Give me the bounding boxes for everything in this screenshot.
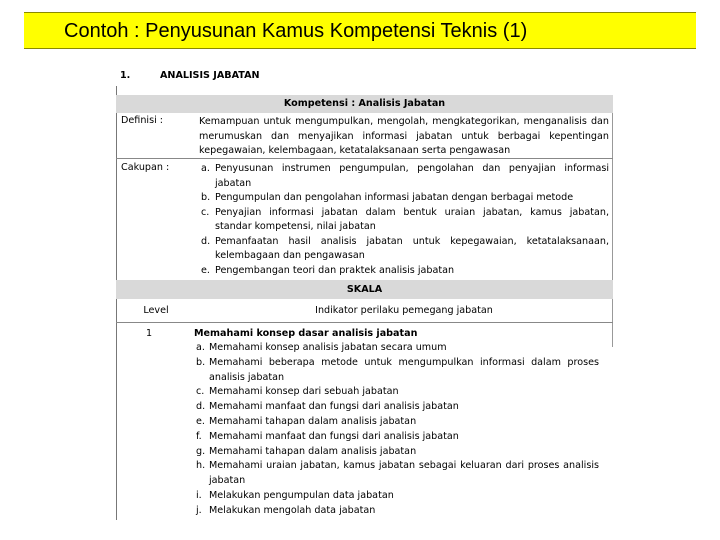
indicator-marker: a. [196, 342, 205, 353]
definition-text: Kemampuan untuk mengumpulkan, mengolah, mengkategorikan, menganalisis dan merumuskan dan menyajikan informasi jabatan untuk berbagai kepentingan kepegawaian, kelembagaan, ketatalaksanaan serta pengawasan [199, 116, 609, 156]
scale-table-header [116, 301, 613, 323]
competency-title-bar [116, 95, 613, 113]
indicator-item [194, 400, 599, 415]
indicator-item [194, 356, 599, 386]
scope-label: Cakupan : [121, 162, 170, 173]
indicator-text: Melakukan pengumpulan data jabatan [209, 489, 394, 501]
scope-text: Pengumpulan dan pengolahan informasi jabatan dengan berbagai metode [215, 192, 574, 203]
scope-text: Pemanfaatan hasil analisis jabatan untuk kepegawaian, ketatalaksanaan, kelembagaan dan pengawasan [215, 235, 609, 261]
section-heading [120, 70, 260, 81]
indicator-marker: i. [196, 489, 202, 501]
indicator-text: Memahami beberapa metode untuk mengumpulkan informasi dalam proses analisis jabatan [209, 356, 599, 383]
scale-title-bar [116, 280, 613, 299]
section-title: ANALISIS JABATAN [160, 70, 260, 81]
scope-row [116, 160, 613, 278]
indicator-marker: b. [196, 356, 206, 368]
level-value: 1 [146, 328, 153, 339]
indicator-text: Memahami konsep dari sebuah jabatan [209, 386, 399, 398]
level-column-header: Level [143, 305, 169, 316]
scope-item [199, 264, 609, 279]
indicator-text: Memahami konsep analisis jabatan secara umum [209, 342, 447, 353]
scope-marker: a. [201, 163, 210, 174]
indicator-text: Memahami manfaat dan fungsi dari analisis jabatan [209, 401, 459, 413]
indicator-item [194, 445, 599, 460]
scope-marker: b. [201, 192, 211, 203]
indicator-item [194, 459, 599, 489]
scope-item [199, 162, 609, 191]
scope-text: Pengembangan teori dan praktek analisis jabatan [215, 264, 455, 276]
indicator-marker: d. [196, 401, 206, 413]
indicator-marker: f. [196, 430, 202, 442]
scope-marker: e. [201, 264, 210, 276]
competency-dictionary-document [116, 68, 613, 520]
level-body [194, 326, 599, 519]
scope-text: Penyusunan instrumen pengumpulan, pengolahan dan penyajian informasi jabatan [215, 163, 609, 189]
indicator-marker: h. [196, 460, 206, 472]
indicator-item [194, 341, 599, 356]
indicator-item [194, 385, 599, 400]
definition-row [116, 113, 613, 159]
scope-item [199, 235, 609, 264]
scope-item [199, 206, 609, 235]
indicator-item [194, 489, 599, 504]
indicator-marker: c. [196, 386, 205, 398]
indicator-item [194, 430, 599, 445]
slide-title: Contoh : Penyusunan Kamus Kompetensi Teknis (1) [64, 20, 528, 42]
scope-marker: d. [201, 235, 211, 247]
indicator-text: Memahami uraian jabatan, kamus jabatan sebagai keluaran dari proses analisis jabatan [209, 460, 599, 487]
scope-content [199, 162, 609, 278]
indicator-marker: g. [196, 445, 206, 457]
scope-marker: c. [201, 206, 210, 218]
indicator-column-header: Indikator perilaku pemegang jabatan [315, 305, 493, 316]
definition-label: Definisi : [121, 115, 164, 126]
section-number: 1. [120, 70, 131, 81]
indicator-text: Memahami tahapan dalam analisis jabatan [209, 445, 417, 457]
competency-title: Kompetensi : Analisis Jabatan [283, 98, 446, 109]
scope-item [199, 191, 609, 206]
indicator-marker: j. [196, 504, 202, 516]
scope-text: Penyajian informasi jabatan dalam bentuk uraian jabatan, kamus jabatan, standar kompetensi, nilai jabatan [215, 206, 609, 232]
scale-title: SKALA [346, 284, 383, 295]
indicator-item [194, 415, 599, 430]
indicator-text: Melakukan mengolah data jabatan [209, 504, 376, 516]
indicator-marker: e. [196, 415, 205, 427]
indicator-text: Memahami manfaat dan fungsi dari analisis jabatan [209, 430, 459, 442]
indicator-list [194, 341, 599, 519]
indicator-item [194, 504, 599, 519]
indicator-text: Memahami tahapan dalam analisis jabatan [209, 415, 417, 427]
slide-title-banner [24, 12, 696, 49]
level-title: Memahami konsep dasar analisis jabatan [194, 328, 418, 339]
scope-list [199, 162, 609, 278]
